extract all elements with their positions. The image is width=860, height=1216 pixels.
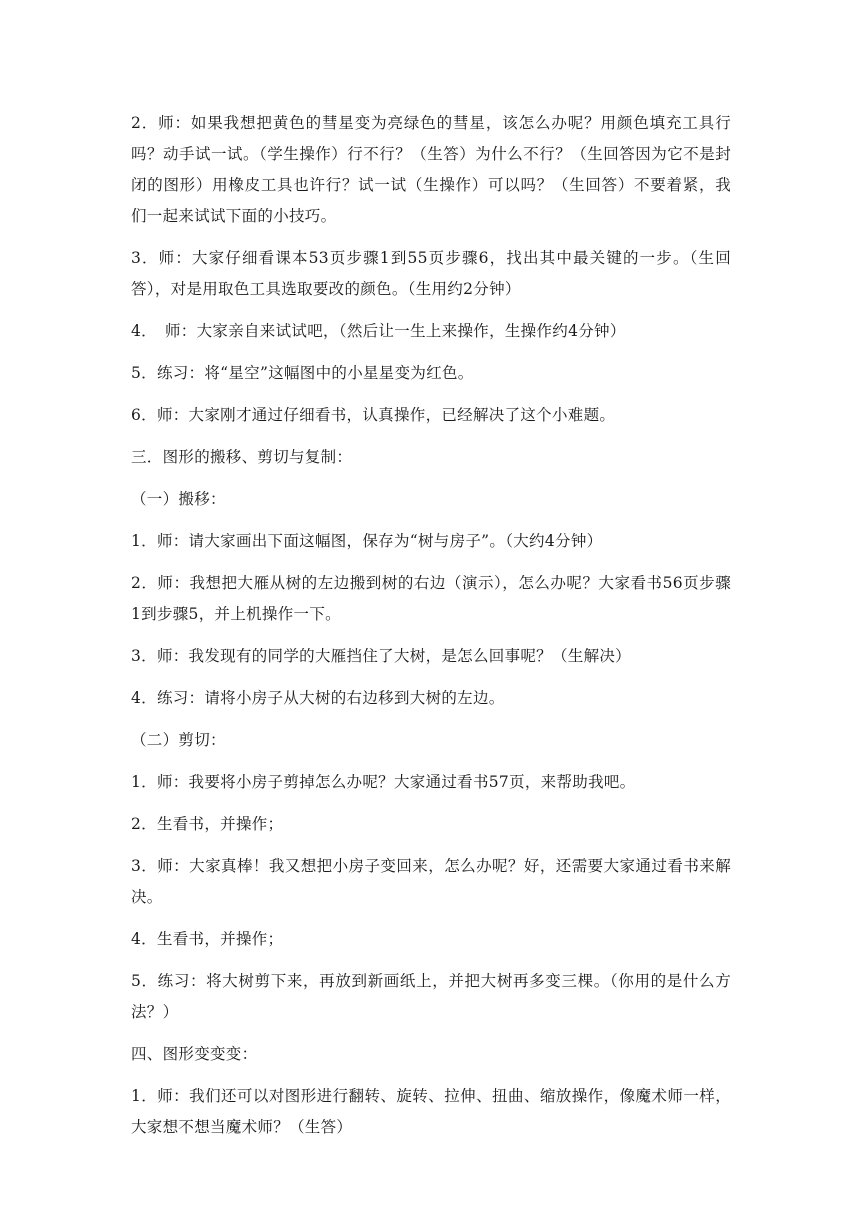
paragraph-cut-2: 2．生看书，并操作； [131,815,284,833]
section-heading-transform: 四、图形变变变： [131,1045,258,1063]
paragraph-cut-1: 1．师：我要将小房子剪掉怎么办呢？大家通过看书57页，来帮助我吧。 [131,773,636,791]
paragraph-step-4-try-yourself: 4． 师：大家亲自来试试吧，（然后让一生上来操作，生操作约4分钟） [131,322,626,340]
document-body [131,108,731,1154]
paragraph-cut-3: 3．师：大家真棒！我又想把小房子变回来，怎么办呢？好，还需要大家通过看书来解决。 [131,857,731,906]
paragraph-cut-4: 4．生看书，并操作； [131,930,284,948]
paragraph-transform-1: 1．师：我们还可以对图形进行翻转、旋转、拉伸、扭曲、缩放操作，像魔术师一样，大家想不想当魔术师？（生答） [131,1087,731,1136]
paragraph-step-5-exercise: 5．练习：将“星空”这幅图中的小星星变为红色。 [131,364,474,382]
paragraph-step-2-color-change: 2．师：如果我想把黄色的彗星变为亮绿色的彗星，该怎么办呢？用颜色填充工具行吗？动手试一试。（学生操作）行不行？（生答）为什么不行？（生回答因为它不是封闭的图形）用橡皮工具也许行？试一试（生操作）可以吗？（生回答）不要着紧，我们一起来试试下面的小技巧。 [131,114,731,225]
paragraph-move-1: 1．师：请大家画出下面这幅图，保存为“树与房子”。（大约4分钟） [131,532,603,550]
paragraph-cut-5: 5．练习：将大树剪下来，再放到新画纸上，并把大树再多变三棵。（你用的是什么方法？） [131,972,731,1021]
section-heading-move-cut-copy: 三．图形的搬移、剪切与复制： [131,448,353,466]
paragraph-step-3-read-textbook: 3．师：大家仔细看课本53页步骤1到55页步骤6，找出其中最关键的一步。（生回答），对是用取色工具选取要改的颜色。（生用约2分钟） [131,249,731,298]
paragraph-move-4: 4．练习：请将小房子从大树的右边移到大树的左边。 [131,689,505,707]
paragraph-move-2: 2．师：我想把大雁从树的左边搬到树的右边（演示），怎么办呢？大家看书56页步骤1到步骤5，并上机操作一下。 [131,574,731,623]
paragraph-step-6-summary: 6．师：大家刚才通过仔细看书，认真操作，已经解决了这个小难题。 [131,406,616,424]
subsection-heading-cut: （二）剪切： [131,731,226,749]
subsection-heading-move: （一）搬移： [131,490,226,508]
paragraph-move-3: 3．师：我发现有的同学的大雁挡住了大树，是怎么回事呢？（生解决） [131,647,631,665]
